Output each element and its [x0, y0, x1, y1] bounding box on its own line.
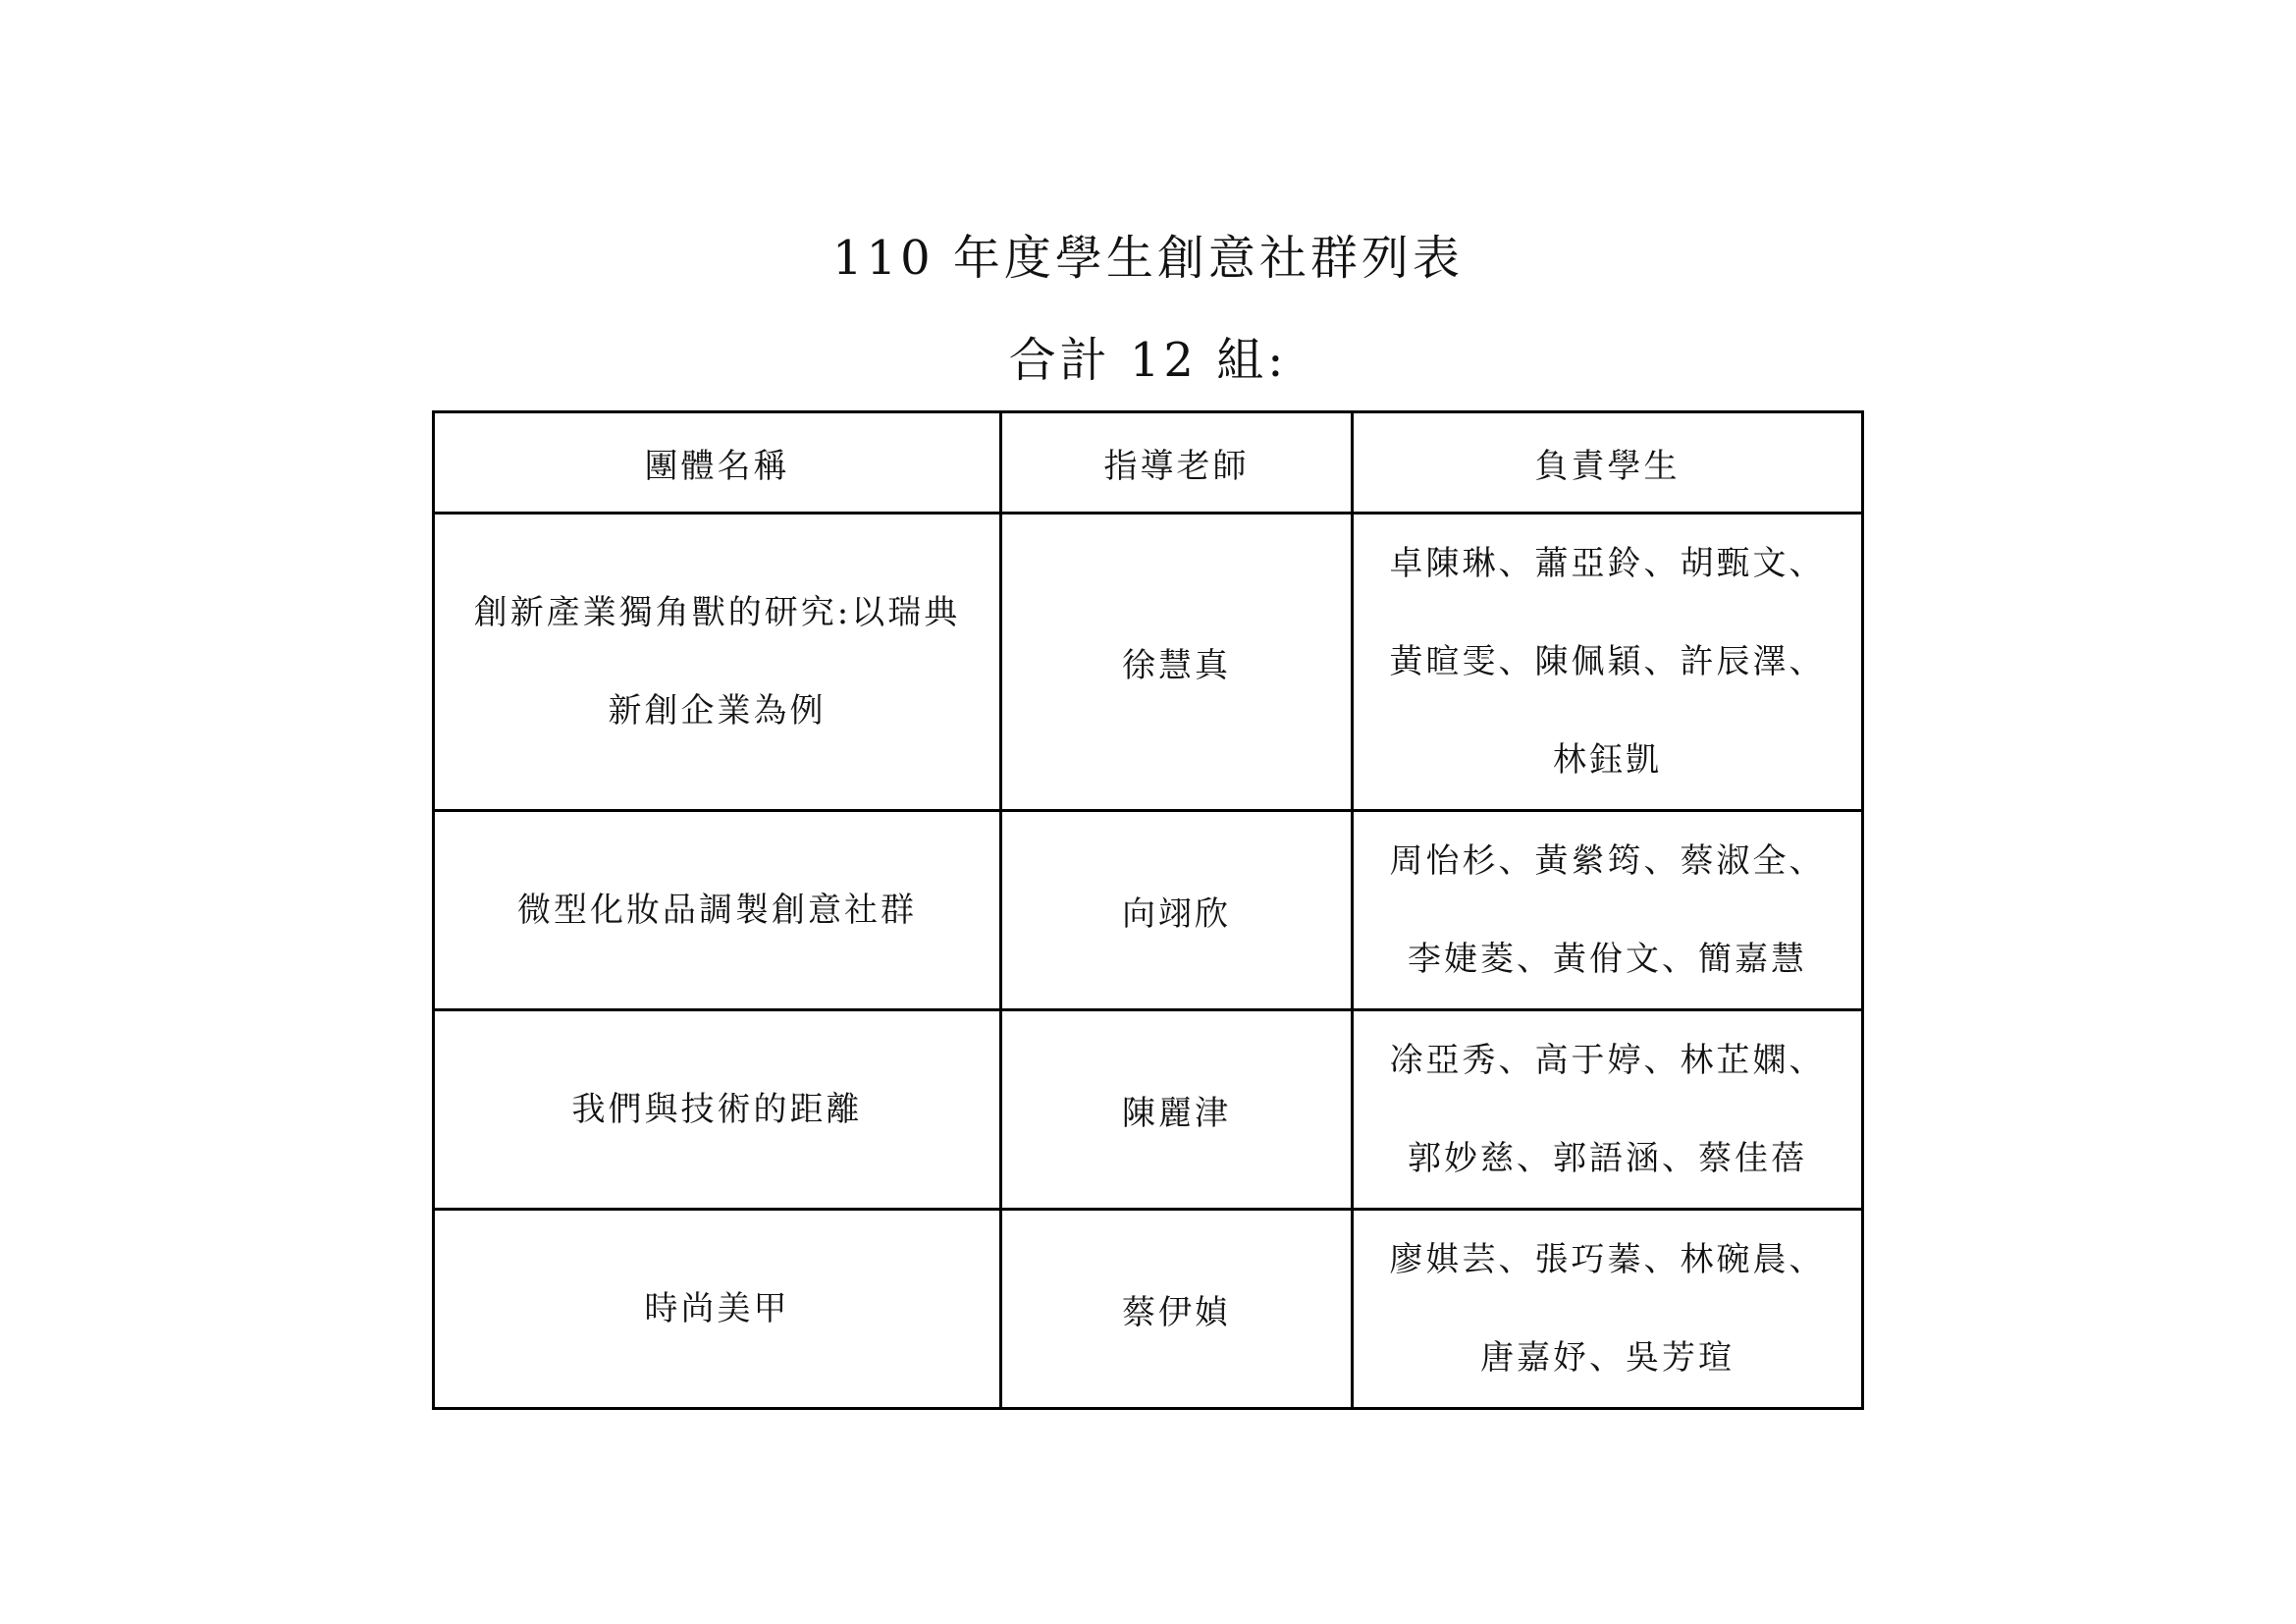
group-name-line: 新創企業為例 [608, 691, 827, 731]
table-row [434, 1010, 1863, 1210]
student-line: 廖娸芸、張巧蓁、林碗晨、 [1389, 1240, 1826, 1279]
advisor-cell: 陳麗津 [1001, 1010, 1353, 1210]
student-line: 林鈺凱 [1553, 740, 1662, 780]
table-row [434, 1210, 1863, 1409]
header-advisor: 指導老師 [1001, 412, 1353, 514]
group-name-line: 時尚美甲 [644, 1289, 790, 1328]
table-row [434, 811, 1863, 1010]
header-group-name: 團體名稱 [434, 412, 1001, 514]
students-cell [1353, 811, 1863, 1010]
group-name-cell [434, 811, 1001, 1010]
student-line: 凃亞秀、高于婷、林芷嫻、 [1389, 1041, 1826, 1080]
table-header-row [434, 412, 1863, 514]
group-name-cell [434, 1010, 1001, 1210]
group-name-line: 創新產業獨角獸的研究:以瑞典 [473, 593, 961, 632]
student-line: 卓陳琳、蕭亞鈴、胡甄文、 [1389, 544, 1826, 583]
students-cell [1353, 514, 1863, 811]
students-cell [1353, 1210, 1863, 1409]
group-count-subtitle: 合計 12 組: [1008, 333, 1288, 388]
student-line: 周怡杉、黃縈筠、蔡淑全、 [1389, 841, 1826, 881]
table-row [434, 514, 1863, 811]
group-name-line: 微型化妝品調製創意社群 [517, 891, 917, 930]
group-name-line: 我們與技術的距離 [571, 1090, 863, 1129]
student-line: 唐嘉妤、吳芳瑄 [1480, 1338, 1735, 1378]
advisor-cell: 徐慧真 [1001, 514, 1353, 811]
students-cell [1353, 1010, 1863, 1210]
student-line: 黃暄雯、陳佩穎、許辰澤、 [1389, 642, 1826, 681]
student-line: 李婕菱、黃佾文、簡嘉慧 [1408, 940, 1807, 979]
advisor-cell: 向翊欣 [1001, 811, 1353, 1010]
club-list-table [432, 410, 1864, 1410]
student-line: 郭妙慈、郭語涵、蔡佳蓓 [1408, 1139, 1807, 1178]
group-name-cell [434, 514, 1001, 811]
group-name-cell [434, 1210, 1001, 1409]
advisor-cell: 蔡伊媜 [1001, 1210, 1353, 1409]
page-title: 110 年度學生創意社群列表 [832, 231, 1464, 286]
header-students: 負責學生 [1353, 412, 1863, 514]
